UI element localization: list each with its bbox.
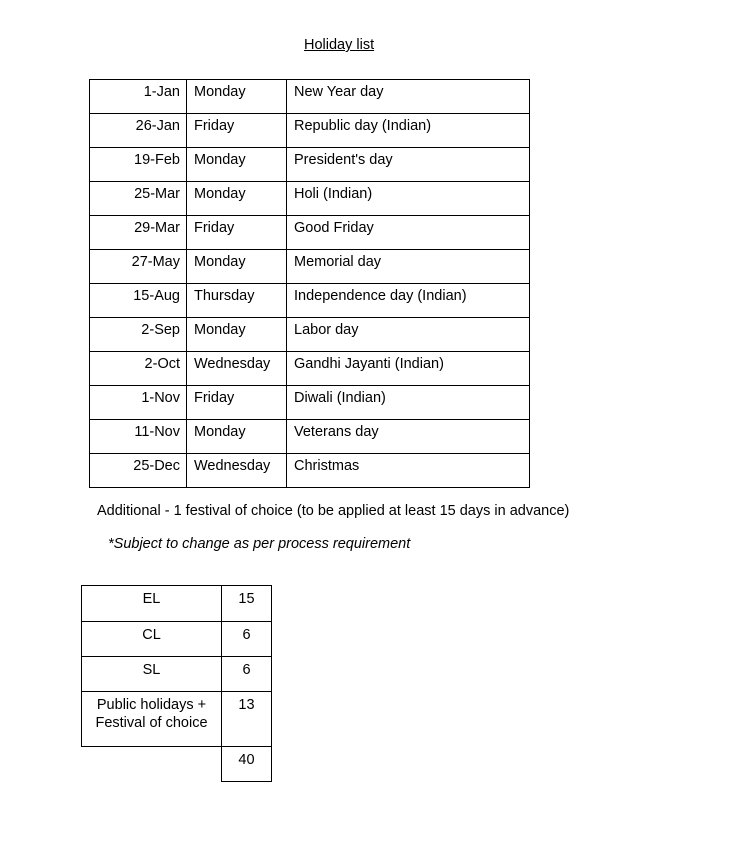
leave-type-line: Festival of choice: [95, 715, 208, 731]
holiday-day: Friday: [187, 386, 287, 420]
holiday-date: 15-Aug: [90, 284, 187, 318]
leave-summary-table: [81, 585, 272, 782]
table-row: [82, 747, 272, 782]
table-row: [90, 454, 530, 488]
table-row: [90, 386, 530, 420]
leave-days: 15: [222, 586, 272, 622]
table-row: [90, 216, 530, 250]
leave-total: 40: [222, 747, 272, 782]
leave-type: CL: [82, 622, 222, 657]
table-row: [82, 622, 272, 657]
holiday-name: Gandhi Jayanti (Indian): [287, 352, 530, 386]
holiday-name: Christmas: [287, 454, 530, 488]
table-row: [90, 420, 530, 454]
holiday-date: 11-Nov: [90, 420, 187, 454]
table-row: [82, 692, 272, 747]
table-row: [90, 80, 530, 114]
holiday-date: 29-Mar: [90, 216, 187, 250]
leave-days: 6: [222, 657, 272, 692]
holiday-day: Monday: [187, 420, 287, 454]
table-row: [90, 318, 530, 352]
holiday-date: 19-Feb: [90, 148, 187, 182]
leave-type: SL: [82, 657, 222, 692]
holiday-date: 25-Dec: [90, 454, 187, 488]
holiday-date: 1-Nov: [90, 386, 187, 420]
table-row: [90, 284, 530, 318]
page-title: Holiday list: [304, 37, 375, 53]
table-row: [82, 657, 272, 692]
holiday-day: Thursday: [187, 284, 287, 318]
holiday-name: President's day: [287, 148, 530, 182]
holiday-date: 26-Jan: [90, 114, 187, 148]
holiday-day: Friday: [187, 216, 287, 250]
leave-days: 6: [222, 622, 272, 657]
leave-type-line: Public holidays +: [96, 697, 207, 713]
holiday-name: Labor day: [287, 318, 530, 352]
additional-festival-note: Additional - 1 festival of choice (to be applied at least 15 days in advance): [97, 503, 570, 519]
holiday-date: 2-Oct: [90, 352, 187, 386]
leave-days: 13: [222, 692, 272, 747]
table-row: [90, 182, 530, 216]
table-row: [90, 250, 530, 284]
holiday-name: Republic day (Indian): [287, 114, 530, 148]
holiday-day: Wednesday: [187, 454, 287, 488]
holiday-name: Memorial day: [287, 250, 530, 284]
table-row: [90, 148, 530, 182]
table-row: [90, 352, 530, 386]
holiday-table: [89, 79, 530, 488]
holiday-day: Monday: [187, 148, 287, 182]
holiday-day: Monday: [187, 250, 287, 284]
holiday-day: Friday: [187, 114, 287, 148]
holiday-date: 25-Mar: [90, 182, 187, 216]
table-row: [82, 586, 272, 622]
holiday-day: Monday: [187, 318, 287, 352]
holiday-day: Monday: [187, 80, 287, 114]
holiday-day: Monday: [187, 182, 287, 216]
empty-cell: [82, 747, 222, 782]
holiday-date: 27-May: [90, 250, 187, 284]
holiday-day: Wednesday: [187, 352, 287, 386]
holiday-name: Holi (Indian): [287, 182, 530, 216]
holiday-name: Diwali (Indian): [287, 386, 530, 420]
holiday-name: Good Friday: [287, 216, 530, 250]
table-row: [90, 114, 530, 148]
leave-type: EL: [82, 586, 222, 622]
holiday-name: Veterans day: [287, 420, 530, 454]
leave-type: [82, 692, 222, 747]
holiday-date: 1-Jan: [90, 80, 187, 114]
subject-to-change-note: *Subject to change as per process requirement: [108, 536, 411, 552]
holiday-name: Independence day (Indian): [287, 284, 530, 318]
holiday-name: New Year day: [287, 80, 530, 114]
holiday-date: 2-Sep: [90, 318, 187, 352]
